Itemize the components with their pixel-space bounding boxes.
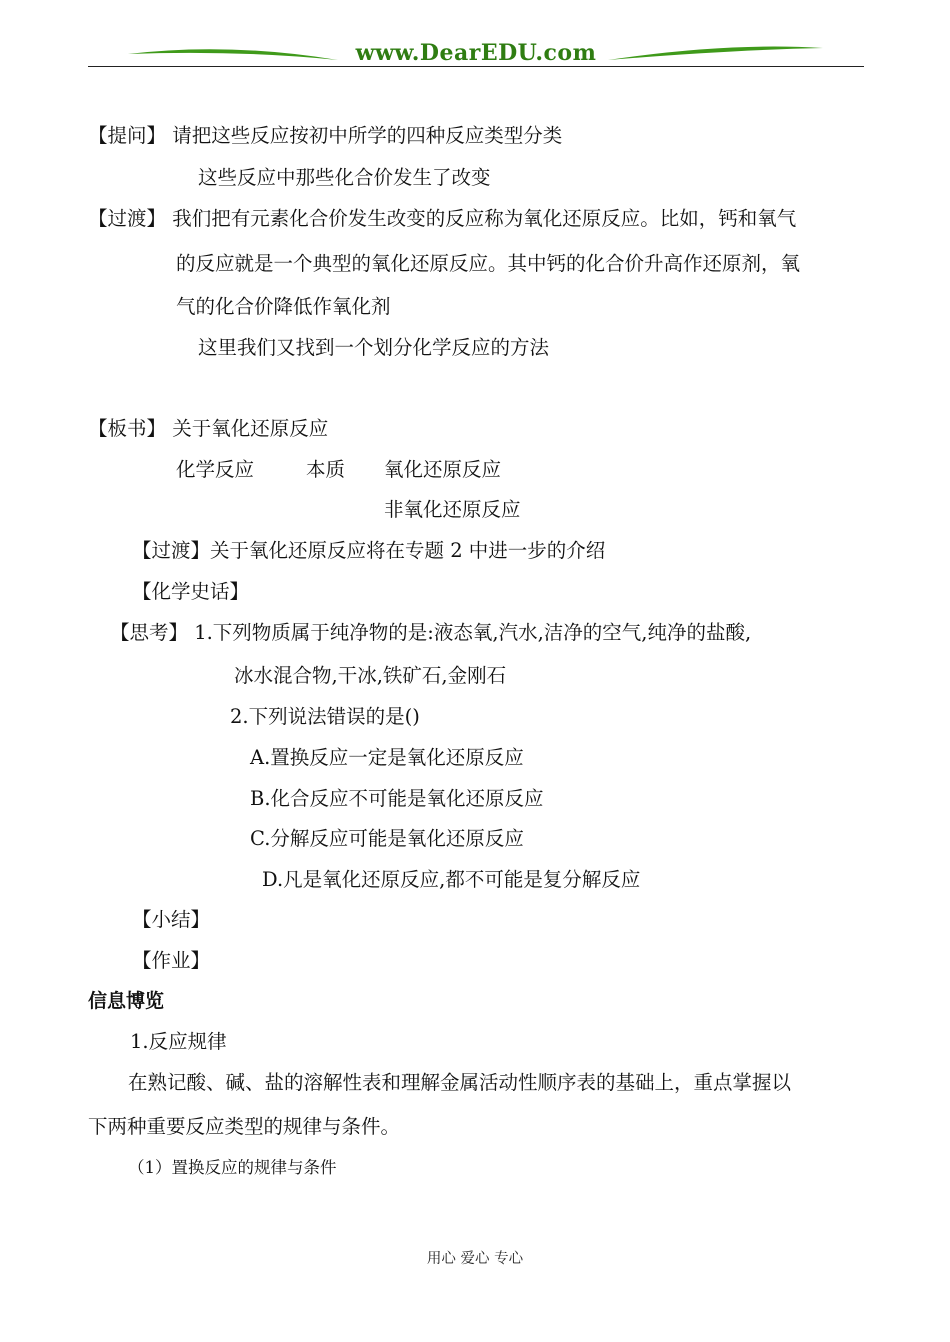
- site-logo-text: www.DearEDU.com: [355, 40, 597, 66]
- page-footer: 用心 爱心 专心: [426, 1251, 524, 1267]
- transition-line: 【过渡】关于氧化还原反应将在专题 2 中进一步的介绍: [132, 539, 606, 562]
- text-line: 这里我们又找到一个划分化学反应的方法: [198, 336, 550, 359]
- text-line: 气的化合价降低作氧化剂: [176, 295, 391, 318]
- paragraph-line: 在熟记酸、碱、盐的溶解性表和理解金属活动性顺序表的基础上，重点掌握以: [128, 1071, 792, 1094]
- option-d: D.凡是氧化还原反应,都不可能是复分解反应: [262, 868, 641, 891]
- section-label: 【小结】: [132, 908, 211, 931]
- section-title: 信息博览: [88, 990, 165, 1012]
- subsection-title: （1）置换反应的规律与条件: [128, 1158, 337, 1177]
- board-item: 氧化还原反应: [384, 458, 502, 481]
- section-label: 【作业】: [132, 949, 211, 972]
- board-item: 非氧化还原反应: [384, 498, 521, 521]
- question-item: 2.下列说法错误的是(): [230, 705, 420, 728]
- board-heading: 【板书】 关于氧化还原反应: [88, 417, 329, 440]
- question-line: 【提问】 请把这些反应按初中所学的四种反应类型分类: [88, 124, 563, 147]
- section-label: 【化学史话】: [132, 580, 250, 603]
- text-line: 冰水混合物,干冰,铁矿石,金刚石: [234, 664, 507, 687]
- option-c: C.分解反应可能是氧化还原反应: [250, 827, 524, 850]
- text-line: 这些反应中那些化合价发生了改变: [198, 166, 491, 189]
- page-header: [88, 36, 864, 70]
- subsection-title: 1.反应规律: [130, 1030, 227, 1053]
- transition-line: 【过渡】 我们把有元素化合价发生改变的反应称为氧化还原反应。比如，钙和氧气: [88, 207, 797, 230]
- thinking-line: 【思考】 1.下列物质属于纯净物的是:液态氧,汽水,洁净的空气,纯净的盐酸,: [110, 621, 752, 644]
- option-b: B.化合反应不可能是氧化还原反应: [250, 787, 544, 810]
- header-divider: [88, 66, 864, 67]
- option-a: A.置换反应一定是氧化还原反应: [250, 746, 524, 769]
- text-line: 的反应就是一个典型的氧化还原反应。其中钙的化合价升高作还原剂，氧: [176, 252, 801, 275]
- board-item: 化学反应: [176, 458, 255, 481]
- paragraph-line: 下两种重要反应类型的规律与条件。: [88, 1115, 401, 1138]
- board-item: 本质: [306, 458, 346, 481]
